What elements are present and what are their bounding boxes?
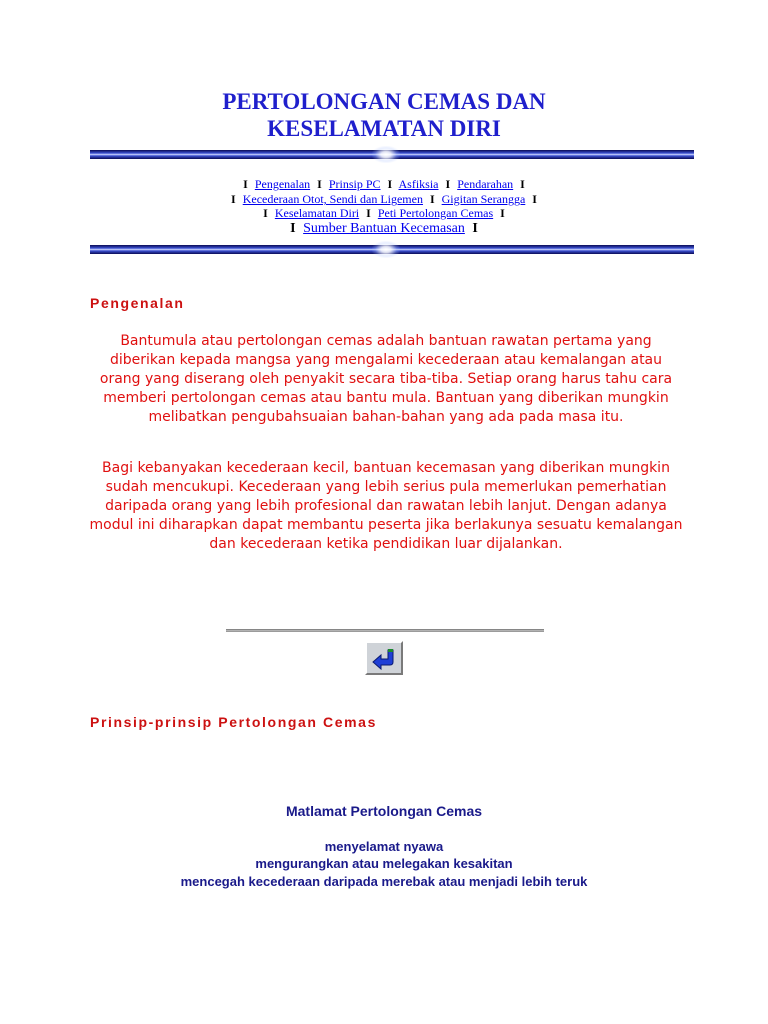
goals-subheading: Matlamat Pertolongan Cemas [285, 803, 483, 819]
nav-link-sumber-bantuan[interactable]: Sumber Bantuan Kecemasan [303, 221, 465, 236]
nav-row-2 [0, 192, 768, 207]
nav-row-3 [0, 206, 768, 221]
decorative-divider-top [90, 150, 694, 159]
nav-separator: I [429, 192, 435, 206]
nav-link-pengenalan[interactable]: Pengenalan [254, 177, 311, 191]
section-heading-prinsip: Prinsip-prinsip Pertolongan Cemas [90, 714, 377, 730]
section-heading-pengenalan: Pengenalan [90, 295, 185, 311]
goal-item-1: menyelamat nyawa [324, 839, 444, 854]
nav-link-prinsip-pc[interactable]: Prinsip PC [328, 177, 381, 191]
nav-link-pendarahan[interactable]: Pendarahan [457, 177, 514, 191]
goal-item-2: mengurangkan atau melegakan kesakitan [255, 856, 513, 871]
nav-link-asfiksia[interactable]: Asfiksia [398, 177, 439, 191]
nav-separator: I [387, 177, 393, 191]
nav-row-1 [0, 177, 768, 192]
nav-separator: I [532, 192, 537, 206]
back-to-top-button[interactable] [365, 641, 403, 675]
sparkle-icon [372, 241, 400, 258]
horizontal-rule [226, 629, 544, 632]
decorative-divider-bottom [90, 245, 694, 254]
nav-separator: I [290, 221, 296, 236]
goal-item-3: mencegah kecederaan daripada merebak atau menjadi lebih teruk [180, 874, 588, 889]
sparkle-icon [372, 146, 400, 163]
nav-separator: I [472, 221, 478, 236]
page-title [0, 88, 768, 142]
page-title-line-2: KESELAMATAN DIRI [267, 116, 501, 141]
nav-separator: I [317, 177, 322, 191]
intro-paragraph-2: Bagi kebanyakan kecederaan kecil, bantuan kecemasan yang diberikan mungkin sudah mencukupi. Kecederaan yang lebih serius pula memerlukan pemerhatian daripada orang yang lebih profesional dan rawatan lebih lanjut. Dengan adanya modul ini diharapkan dapat membantu peserta jika berlakunya sesuatu kemalangan dan kecederaan ketika pendidikan luar dijalankan. [89, 460, 683, 552]
nav-link-kecederaan-otot[interactable]: Kecederaan Otot, Sendi dan Ligemen [242, 192, 423, 206]
nav-separator: I [520, 177, 525, 191]
nav-separator: I [500, 206, 505, 220]
nav-separator: I [231, 192, 236, 206]
nav-link-keselamatan-diri[interactable]: Keselamatan Diri [274, 206, 360, 220]
nav-separator: I [366, 206, 371, 220]
nav-link-peti-pertolongan[interactable]: Peti Pertolongan Cemas [377, 206, 494, 220]
nav-separator: I [263, 206, 268, 220]
page-title-line-1: PERTOLONGAN CEMAS DAN [222, 89, 546, 114]
nav-link-gigitan-serangga[interactable]: Gigitan Serangga [441, 192, 526, 206]
intro-paragraph-1: Bantumula atau pertolongan cemas adalah bantuan rawatan pertama yang diberikan kepada mangsa yang mengalami kecederaan atau kemalangan atau orang yang diserang oleh penyakit secara tiba-tiba. Setiap orang harus tahu cara memberi pertolongan cemas atau bantu mula. Bantuan yang diberikan mungkin melibatkan pengubahsuaian bahan-bahan yang ada pada masa itu. [99, 333, 673, 425]
nav-row-4 [0, 221, 768, 237]
return-arrow-icon [367, 643, 401, 673]
nav-separator: I [445, 177, 451, 191]
nav-separator: I [243, 177, 248, 191]
